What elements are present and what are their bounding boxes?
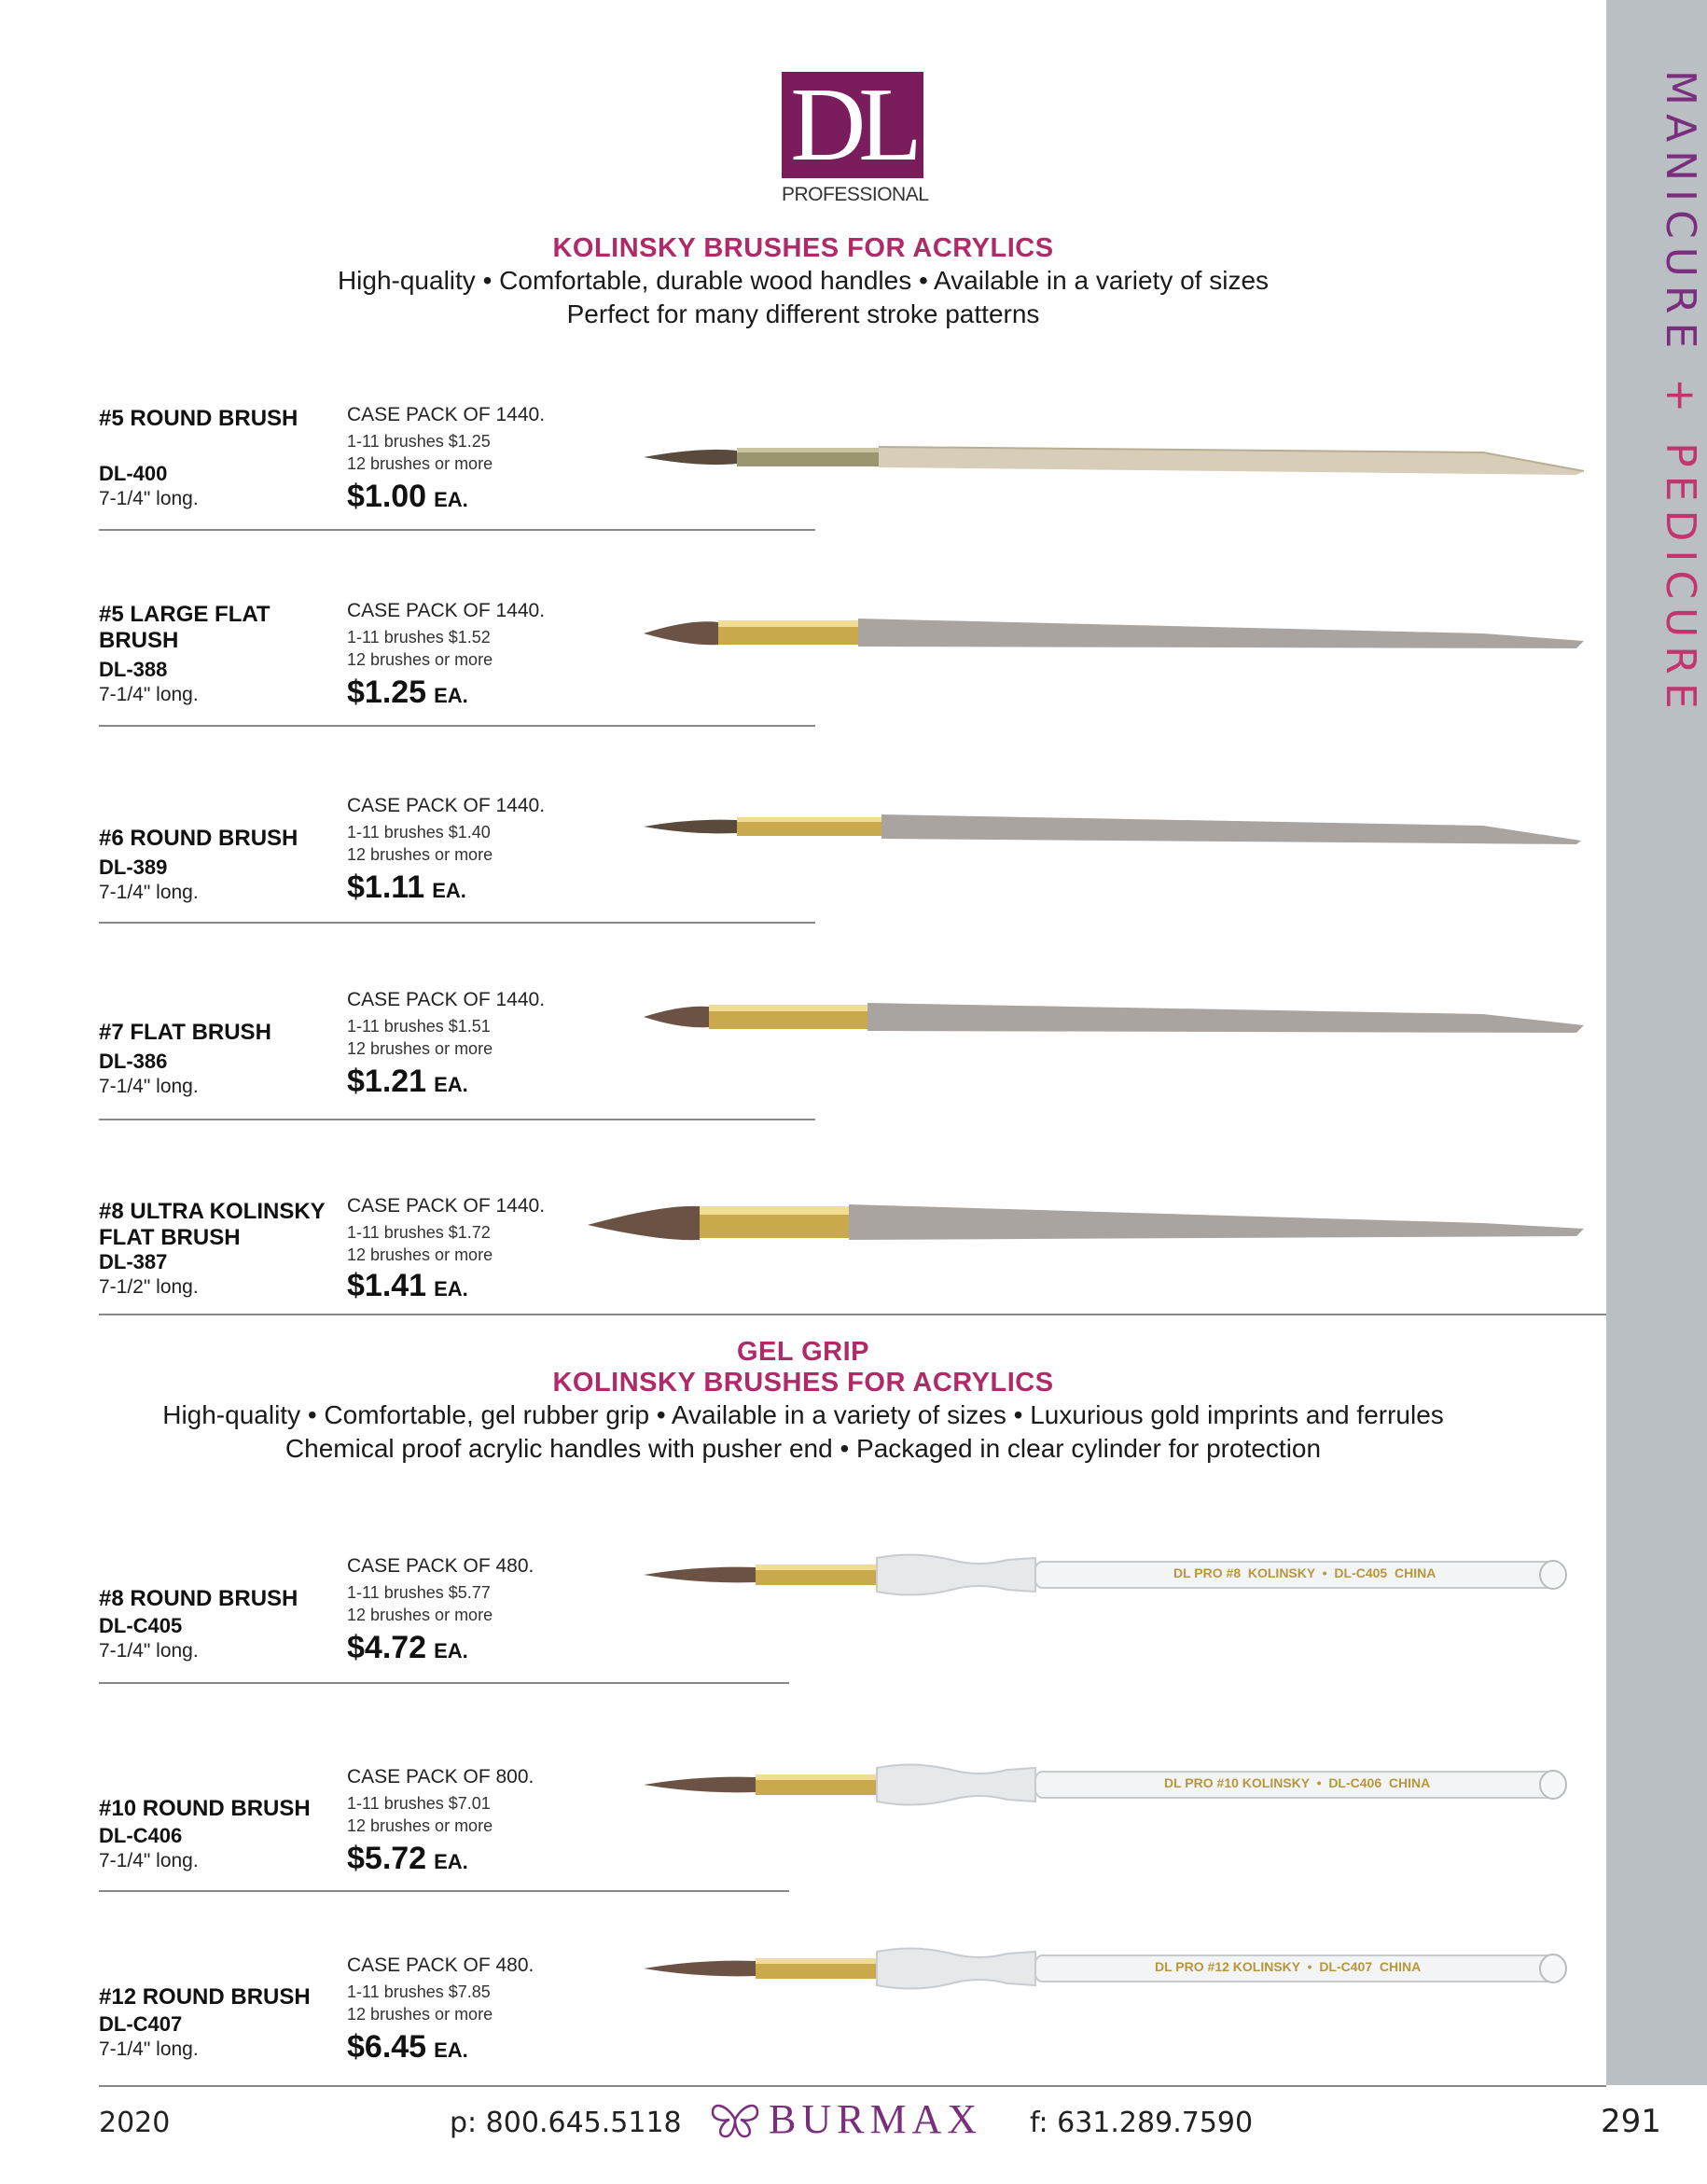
row-divider — [99, 1119, 815, 1120]
brush-imprint: DL PRO #10 KOLINSKY • DL-C406 CHINA — [1164, 1775, 1431, 1790]
price-tier-1: 1-11 brushes $1.51 — [347, 1017, 491, 1036]
price-tier-1: 1-11 brushes $1.40 — [347, 823, 491, 842]
section1-line1: High-quality • Comfortable, durable wood handles • Available in a variety of sizes — [337, 266, 1270, 295]
unit-price: $6.45 EA. — [347, 2029, 468, 2065]
product-name: #12 ROUND BRUSH — [99, 1984, 311, 2010]
case-pack: CASE PACK OF 1440. — [347, 404, 546, 425]
product-name: #8 ROUND BRUSH — [99, 1586, 298, 1611]
section-divider — [99, 1314, 1606, 1315]
product-length: 7-1/4" long. — [99, 1850, 199, 1871]
product-length: 7-1/2" long. — [99, 1276, 199, 1298]
product-name: #7 FLAT BRUSH — [99, 1020, 271, 1045]
page-number: 291 — [1601, 2103, 1661, 2140]
product-code: DL-400 — [99, 462, 168, 485]
price-tier-1: 1-11 brushes $7.01 — [347, 1794, 491, 1813]
footer-divider — [99, 2085, 1606, 2087]
case-pack: CASE PACK OF 1440. — [347, 989, 546, 1010]
product-code: DL-386 — [99, 1050, 168, 1073]
product-code: DL-C407 — [99, 2012, 183, 2036]
price-tier-2: 12 brushes or more — [347, 650, 493, 669]
burmax-wordmark: BURMAX — [769, 2096, 983, 2142]
unit-price: $1.41 EA. — [347, 1268, 468, 1303]
section2-line2: Chemical proof acrylic handles with pusher end • Packaged in clear cylinder for protection — [284, 1434, 1322, 1463]
row-divider — [99, 922, 815, 924]
product-code: DL-388 — [99, 658, 168, 681]
product-name: #5 LARGE FLAT BRUSH — [99, 602, 271, 653]
price-tier-2: 12 brushes or more — [347, 1606, 493, 1624]
section2-title-2: KOLINSKY BRUSHES FOR ACRYLICS — [552, 1368, 1054, 1398]
brush-image — [644, 803, 1586, 850]
product-length: 7-1/4" long. — [99, 684, 199, 705]
burmax-logo — [709, 2095, 982, 2143]
row-divider — [99, 1890, 789, 1892]
logo-subtitle: PROFESSIONAL — [782, 184, 929, 205]
brush-image — [644, 1941, 1576, 1996]
product-length: 7-1/4" long. — [99, 882, 199, 903]
price-tier-1: 1-11 brushes $1.52 — [347, 628, 491, 647]
case-pack: CASE PACK OF 1440. — [347, 795, 546, 816]
section2-title-1: GEL GRIP — [736, 1337, 870, 1367]
product-length: 7-1/4" long. — [99, 488, 199, 509]
case-pack: CASE PACK OF 1440. — [347, 600, 546, 621]
unit-price: $1.21 EA. — [347, 1064, 468, 1099]
brush-image — [644, 1547, 1576, 1603]
product-code: DL-C406 — [99, 1824, 183, 1847]
case-pack: CASE PACK OF 1440. — [347, 1195, 546, 1217]
product-name: #6 ROUND BRUSH — [99, 826, 298, 851]
footer-year: 2020 — [99, 2107, 171, 2139]
unit-price: $4.72 EA. — [347, 1630, 468, 1665]
unit-price: $1.00 EA. — [347, 479, 468, 514]
brush-image — [644, 609, 1586, 656]
unit-price: $5.72 EA. — [347, 1841, 468, 1876]
product-length: 7-1/4" long. — [99, 1640, 199, 1662]
dl-professional-logo — [782, 67, 929, 216]
case-pack: CASE PACK OF 480. — [347, 1555, 534, 1577]
price-tier-1: 1-11 brushes $1.25 — [347, 432, 491, 451]
price-tier-2: 12 brushes or more — [347, 1245, 493, 1264]
product-length: 7-1/4" long. — [99, 2038, 199, 2060]
unit-price: $1.11 EA. — [347, 869, 466, 905]
price-tier-1: 1-11 brushes $7.85 — [347, 1982, 491, 2001]
product-length: 7-1/4" long. — [99, 1076, 199, 1097]
row-divider — [99, 1682, 789, 1684]
brush-image — [644, 434, 1586, 480]
brush-image — [644, 994, 1586, 1040]
brush-imprint: DL PRO #8 KOLINSKY • DL-C405 CHINA — [1173, 1565, 1436, 1580]
section2-line1: High-quality • Comfortable, gel rubber grip • Available in a variety of sizes • Luxurious gold imprints and ferrules — [162, 1400, 1444, 1429]
row-divider — [99, 529, 815, 531]
brush-image — [644, 1757, 1576, 1813]
product-name: #8 ULTRA KOLINSKY FLAT BRUSH — [99, 1199, 326, 1250]
price-tier-1: 1-11 brushes $1.72 — [347, 1223, 491, 1242]
logo-letters: DL — [782, 72, 923, 178]
unit-price: $1.25 EA. — [347, 675, 468, 710]
butterfly-icon — [709, 2099, 761, 2140]
price-tier-2: 12 brushes or more — [347, 2005, 493, 2024]
price-tier-2: 12 brushes or more — [347, 1039, 493, 1058]
case-pack: CASE PACK OF 480. — [347, 1954, 534, 1976]
product-name: #5 ROUND BRUSH — [99, 406, 298, 431]
row-divider — [99, 725, 815, 727]
price-tier-2: 12 brushes or more — [347, 845, 493, 864]
price-tier-2: 12 brushes or more — [347, 454, 493, 473]
product-code: DL-387 — [99, 1250, 168, 1273]
product-name: #10 ROUND BRUSH — [99, 1796, 311, 1821]
section1-title: KOLINSKY BRUSHES FOR ACRYLICS — [552, 233, 1054, 263]
brush-image — [588, 1197, 1586, 1249]
brush-imprint: DL PRO #12 KOLINSKY • DL-C407 CHINA — [1155, 1959, 1422, 1974]
product-code: DL-C405 — [99, 1614, 183, 1637]
case-pack: CASE PACK OF 800. — [347, 1766, 534, 1788]
section1-line2: Perfect for many different stroke patterns — [566, 299, 1040, 328]
product-code: DL-389 — [99, 856, 168, 879]
price-tier-1: 1-11 brushes $5.77 — [347, 1583, 491, 1602]
footer-fax: f: 631.289.7590 — [1030, 2107, 1254, 2139]
side-tab-label: MANICURE + PEDICURE — [1657, 70, 1704, 717]
footer-phone: p: 800.645.5118 — [450, 2107, 682, 2139]
price-tier-2: 12 brushes or more — [347, 1816, 493, 1835]
